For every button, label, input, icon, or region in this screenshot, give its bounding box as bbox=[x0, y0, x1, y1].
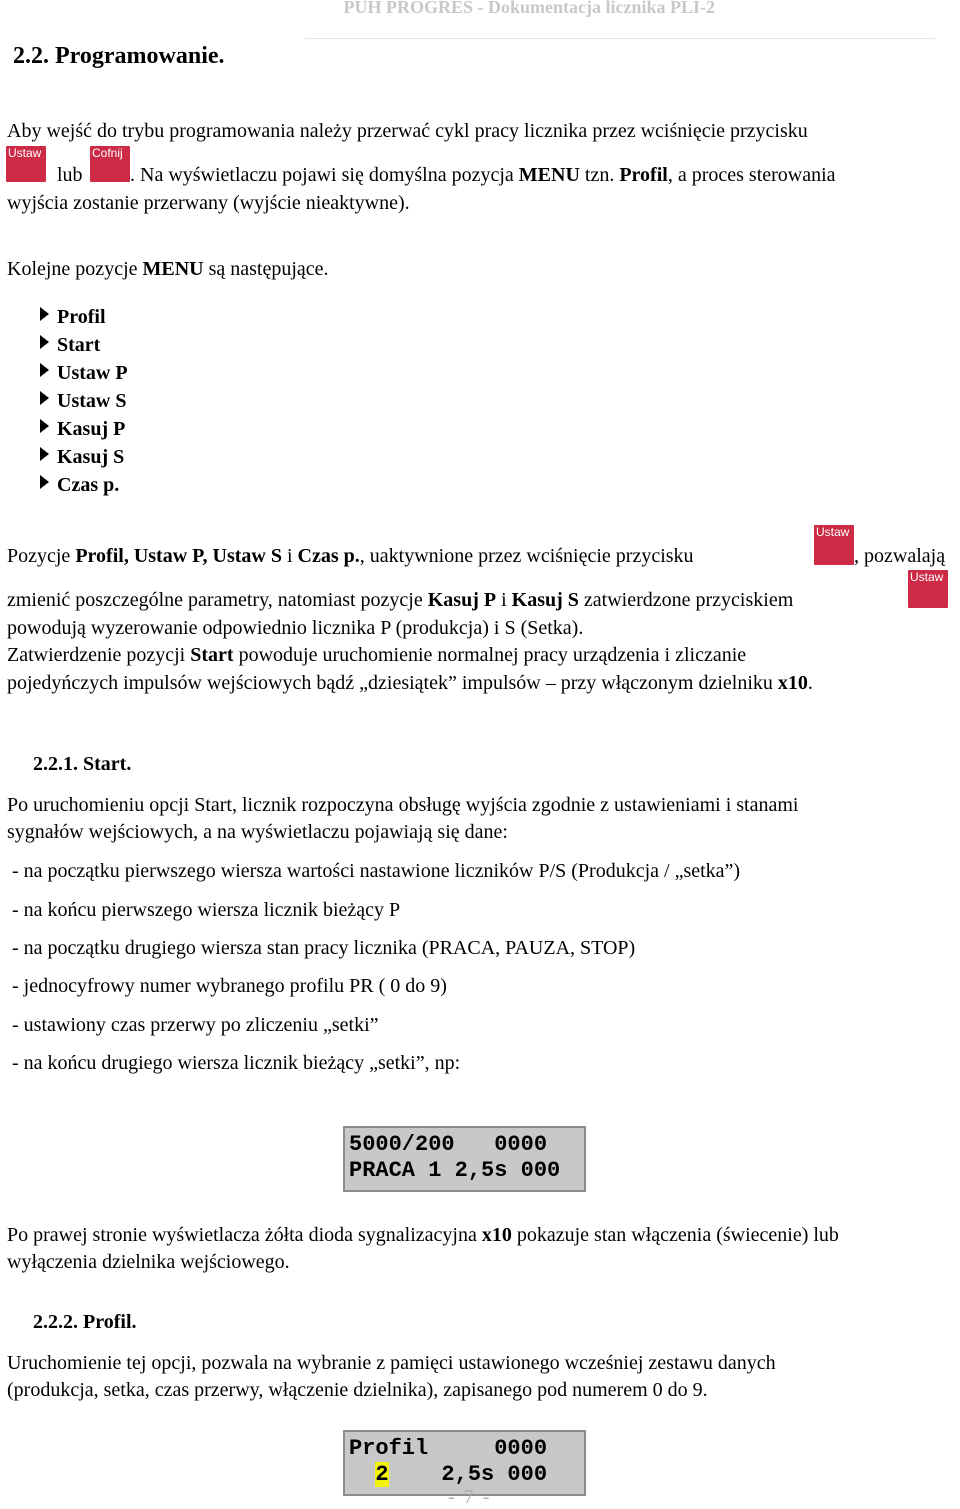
subsection-profil-title: 2.2.2. Profil. bbox=[33, 1311, 137, 1333]
list-item: - na początku pierwszego wiersza wartości nastawione liczników P/S (Produkcja / „setka”) bbox=[12, 860, 741, 882]
header-divider bbox=[305, 38, 935, 39]
profil-para-line-2: (produkcja, setka, czas przerwy, włączenie dzielnika), zapisanego pod numerem 0 do 9. bbox=[7, 1379, 708, 1401]
start-para-line-1: Po uruchomieniu opcji Start, licznik rozpoczyna obsługę wyjścia zgodnie z ustawieniami i stanami bbox=[7, 794, 799, 816]
document-header: PUH PROGRES - Dokumentacja licznika PLI-2 bbox=[343, 0, 715, 17]
intro-line-4: Kolejne pozycje MENU są następujące. bbox=[7, 258, 329, 280]
para2-line-3: powodują wyzerowanie odpowiednio licznika P (produkcja) i S (Setka). bbox=[7, 617, 584, 639]
profile-number-highlight: 2 bbox=[375, 1462, 389, 1487]
list-item: - na końcu drugiego wiersza licznik bieżący „setki”, np: bbox=[12, 1052, 461, 1074]
menu-item-kasuj-p: Kasuj P bbox=[40, 416, 125, 443]
triangle-bullet-icon bbox=[40, 447, 49, 461]
ustaw-button-icon: Ustaw bbox=[6, 146, 46, 182]
para2-line-2: zmienić poszczególne parametry, natomiast pozycje Kasuj P i Kasuj S zatwierdzone przyciskiem bbox=[7, 589, 794, 611]
para2-line-1-end: , pozwalają bbox=[854, 545, 946, 567]
start-para-line-4: wyłączenia dzielnika wejściowego. bbox=[7, 1251, 290, 1273]
triangle-bullet-icon bbox=[40, 419, 49, 433]
triangle-bullet-icon bbox=[40, 363, 49, 377]
subsection-start-title: 2.2.1. Start. bbox=[33, 753, 132, 775]
intro-line-2: . Na wyświetlaczu pojawi się domyślna pozycja MENU tzn. Profil, a proces sterowania bbox=[130, 164, 836, 186]
list-item: - jednocyfrowy numer wybranego profilu PR ( 0 do 9) bbox=[12, 975, 447, 997]
lcd-row-2: 2 2,5s 000 bbox=[375, 1462, 548, 1487]
triangle-bullet-icon bbox=[40, 335, 49, 349]
triangle-bullet-icon bbox=[40, 475, 49, 489]
intro-line-1: Aby wejść do trybu programowania należy przerwać cykl pracy licznika przez wciśnięcie przycisku bbox=[7, 120, 808, 142]
intro-line-3: wyjścia zostanie przerwany (wyjście nieaktywne). bbox=[7, 192, 410, 214]
menu-item-start: Start bbox=[40, 332, 100, 359]
menu-item-czas-p: Czas p. bbox=[40, 472, 119, 499]
lcd-row-1: 5000/200 0000 bbox=[349, 1132, 548, 1157]
menu-item-profil: Profil bbox=[40, 304, 106, 331]
menu-item-ustaw-p: Ustaw P bbox=[40, 360, 128, 387]
list-item: - ustawiony czas przerwy po zliczeniu „setki” bbox=[12, 1014, 379, 1036]
intro-line-2a: lub bbox=[57, 164, 83, 186]
menu-item-kasuj-s: Kasuj S bbox=[40, 444, 124, 471]
list-item: - na końcu pierwszego wiersza licznik bieżący P bbox=[12, 899, 401, 921]
lcd-row-1: Profil 0000 bbox=[349, 1436, 548, 1461]
menu-item-ustaw-s: Ustaw S bbox=[40, 388, 126, 415]
ustaw-button-icon: Ustaw bbox=[814, 525, 854, 565]
triangle-bullet-icon bbox=[40, 307, 49, 321]
page-number: - 7 - bbox=[448, 1486, 492, 1508]
para2-line-5: pojedyńczych impulsów wejściowych bądź „dziesiątek” impulsów – przy włączonym dzielniku x10. bbox=[7, 672, 813, 694]
lcd-display-start bbox=[343, 1126, 586, 1192]
ustaw-button-icon: Ustaw bbox=[908, 570, 948, 608]
start-para-line-2: sygnałów wejściowych, a na wyświetlaczu pojawiają się dane: bbox=[7, 821, 508, 843]
start-para-line-3: Po prawej stronie wyświetlacza żółta dioda sygnalizacyjna x10 pokazuje stan włączenia (świecenie) lub bbox=[7, 1224, 839, 1246]
triangle-bullet-icon bbox=[40, 391, 49, 405]
para2-line-1: Pozycje Profil, Ustaw P, Ustaw S i Czas p., uaktywnione przez wciśnięcie przycisku bbox=[7, 545, 694, 567]
list-item: - na początku drugiego wiersza stan pracy licznika (PRACA, PAUZA, STOP) bbox=[12, 937, 636, 959]
lcd-row-2: PRACA 1 2,5s 000 bbox=[349, 1158, 561, 1183]
cofnij-button-icon: Cofnij bbox=[90, 146, 130, 182]
section-title: 2.2. Programowanie. bbox=[13, 43, 225, 69]
profil-para-line-1: Uruchomienie tej opcji, pozwala na wybranie z pamięci ustawionego wcześniej zestawu danych bbox=[7, 1352, 776, 1374]
para2-line-4: Zatwierdzenie pozycji Start powoduje uruchomienie normalnej pracy urządzenia i zliczanie bbox=[7, 644, 747, 666]
